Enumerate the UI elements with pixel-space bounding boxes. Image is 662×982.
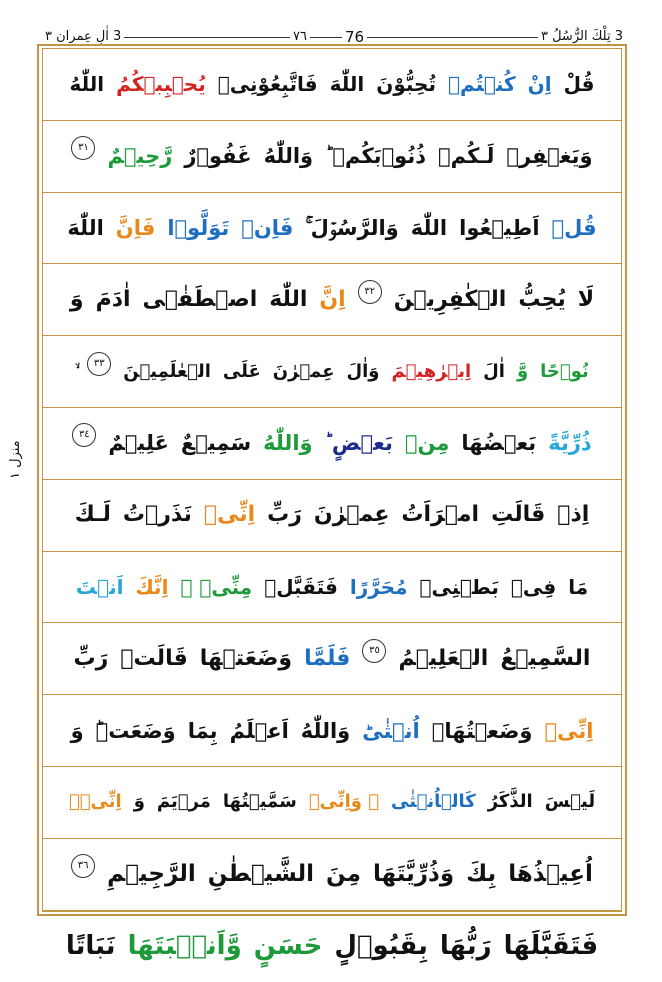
- quran-word: اللّٰهَ: [269, 286, 308, 312]
- quran-word: اَنۡتَ: [75, 574, 124, 599]
- quran-word: وَّ: [516, 360, 529, 382]
- quran-word: اللّٰهُ: [69, 72, 105, 97]
- quran-word: رَّحِيۡمٌ: [107, 144, 173, 169]
- line-text: [56, 280, 608, 320]
- quran-word: نَذَرۡتُ: [122, 502, 192, 528]
- quran-word: اللّٰهَ: [410, 215, 448, 240]
- quran-word: اِنْ: [527, 72, 552, 97]
- line-text: [62, 567, 602, 607]
- quran-word: اَطِيۡعُوا: [459, 215, 540, 240]
- quran-word: عِمۡرٰنَ: [272, 360, 335, 382]
- quran-word: اِنِّىۡ: [203, 502, 256, 528]
- quran-word: وَاللّٰهُ: [263, 144, 314, 169]
- quran-word: كُنۡتُمۡ: [447, 72, 516, 97]
- text-line: [43, 264, 621, 336]
- quran-word: نُوۡحًا: [540, 360, 589, 382]
- line-text: [58, 423, 605, 463]
- quran-word: نَبَاتًا: [65, 931, 116, 962]
- quran-word: وَاللّٰهُ: [300, 718, 351, 743]
- quran-word: فِىۡ: [510, 574, 557, 599]
- line-text: [53, 208, 610, 248]
- line-text: [57, 854, 607, 894]
- quran-word: ذُرِّيَّةً: [548, 431, 592, 456]
- ayah-number-marker: ٣٢: [358, 280, 382, 304]
- quran-word: السَّمِيۡعُ: [500, 645, 591, 671]
- text-line: [43, 336, 621, 408]
- quran-word: بِقَبُوۡلٍ: [334, 931, 428, 962]
- quran-word: عَلَى: [222, 360, 261, 382]
- ayah-number-marker: ٣٦: [71, 854, 95, 878]
- quran-word: غَفُوۡرٌ: [184, 144, 252, 169]
- line-text: [61, 495, 604, 535]
- quran-word: بِمَا: [187, 718, 218, 743]
- text-line: [43, 695, 621, 767]
- quran-word: ۚ وَاِنِّىۡ: [308, 791, 380, 813]
- quran-word: بَعۡضٍ ؕ: [324, 431, 393, 456]
- quran-word: اُنۡثٰىؕ: [362, 718, 420, 743]
- quran-word: مُحَرَّرًا: [349, 574, 408, 599]
- text-line: [43, 552, 621, 624]
- juz-label: 3 تِلْكَ الرُّسُلُ ٣: [538, 28, 626, 46]
- quran-word: فَتَقَبَّلَهَا: [503, 931, 599, 962]
- surah-label: 3 اٰلِ عِمران ٣: [42, 28, 124, 46]
- quran-word: حَسَنٍ: [253, 931, 323, 962]
- quran-word: امۡرَاَتُ: [401, 502, 480, 528]
- quran-word: اٰلَ: [483, 360, 505, 382]
- quran-word: اٰدَمَ: [95, 286, 131, 312]
- line-text: [55, 64, 608, 104]
- ayah-number-marker: ٣١: [71, 136, 95, 160]
- quran-word: وَاللّٰهُ: [263, 431, 313, 456]
- quran-word: رَبِّ: [267, 502, 302, 528]
- quran-text-block: [43, 49, 621, 962]
- quran-word: اصۡطَفٰۤى: [142, 286, 258, 312]
- quran-word: يُحۡبِبۡكُمُ: [116, 72, 206, 97]
- text-line: [43, 49, 621, 121]
- quran-word: اَعۡلَمُ: [229, 718, 289, 743]
- quran-word: وَضَعَتۡهَا: [199, 645, 293, 671]
- quran-word: مِنَ: [326, 861, 361, 888]
- quran-word: بَطۡنِىۡ: [419, 574, 499, 599]
- line-text: [55, 782, 609, 822]
- quran-word: تُحِبُّوْنَ: [376, 72, 436, 97]
- text-line: [43, 121, 621, 193]
- quran-word: فَاِنَّ: [115, 215, 156, 240]
- quran-word: الذَّكَرُ: [487, 791, 533, 813]
- quran-word: يُحِبُّ: [518, 286, 566, 312]
- quran-word: بَعۡضُهَا: [461, 431, 537, 456]
- quran-word: مِنِّىۡ ۚ: [180, 574, 253, 599]
- quran-word: اِنِّىۡۤ: [68, 791, 122, 813]
- quran-word: وَضَعۡتُهَاۤ: [431, 718, 533, 743]
- quran-word: فَاتَّبِعُوْنِىۡ: [217, 72, 318, 97]
- quran-word: رَبِّ: [73, 645, 109, 671]
- quran-word: عَلِيۡمٌ: [108, 431, 169, 456]
- quran-word: وَذُرِّيَّتَهَا: [372, 861, 455, 888]
- quran-word: وَالرَّسُوۡلَ ۚ: [305, 215, 399, 240]
- quran-word: تَوَلَّوۡا: [167, 215, 230, 240]
- text-line: [43, 480, 621, 552]
- text-line: [43, 839, 621, 911]
- text-line: [43, 623, 621, 695]
- manzil-marker: منزل ١: [8, 440, 23, 479]
- quran-word: وَضَعَتۡؕ: [95, 718, 176, 743]
- quran-word: اِنَّكَ: [135, 574, 169, 599]
- quran-word: عِمۡرٰنَ: [313, 502, 390, 528]
- text-line: [43, 767, 621, 839]
- line-text: [60, 639, 605, 679]
- ayah-number-marker: ٣٤: [72, 423, 96, 447]
- line-text: [57, 711, 608, 751]
- line-text: [57, 136, 606, 176]
- quran-word: قُلْ: [563, 72, 595, 97]
- quran-word: اللّٰهَ: [67, 215, 104, 240]
- quran-word: لَا: [577, 286, 595, 312]
- quran-word: الۡعَلِيۡمُ: [398, 645, 489, 671]
- quran-word: وَيَغۡفِرۡ: [506, 144, 593, 169]
- quran-word: وَ: [69, 286, 84, 312]
- quran-word: اللّٰهَ: [329, 72, 365, 97]
- line-text: [52, 926, 612, 966]
- text-line: [43, 408, 621, 480]
- page-number: 76: [342, 28, 367, 46]
- quran-word: بِكَ: [466, 861, 497, 888]
- quran-word: الشَّيۡطٰنِ: [207, 861, 314, 888]
- quran-word: مِنۡ: [404, 431, 450, 456]
- text-line: [43, 193, 621, 265]
- ayah-number-marker: ٣٥: [362, 639, 386, 663]
- quran-word: اِنِّىۡ: [544, 718, 594, 743]
- quran-word: اِبۡرٰهِيۡمَ: [391, 360, 472, 382]
- quran-word: مَا: [568, 574, 589, 599]
- quran-word: اِنَّ: [319, 286, 346, 312]
- quran-word: رَبُّهَا: [439, 931, 492, 962]
- quran-word: كَالۡاُنۡثٰى: [391, 791, 476, 813]
- quran-word: الۡكٰفِرِيۡنَ: [393, 286, 507, 312]
- quran-word: وَّاَنۡۢبَتَهَا: [127, 931, 242, 962]
- page-number-arabic: ٧٦: [290, 28, 310, 46]
- quran-word: قَالَتِ: [491, 502, 546, 528]
- quran-word: ذُنُوۡبَكُمۡ ؕ: [325, 144, 427, 169]
- quran-word: قُلۡ: [551, 215, 597, 240]
- ayah-number-marker: ٣٣: [87, 352, 111, 376]
- quran-word: لَـكَ: [74, 502, 111, 528]
- quran-word: مَرۡيَمَ: [156, 791, 211, 813]
- text-line: [43, 911, 621, 982]
- quran-word: فَلَمَّا: [304, 645, 351, 671]
- quran-word: لَيۡسَ: [544, 791, 596, 813]
- quran-word: لَـكُمۡ: [438, 144, 495, 169]
- line-text: [61, 352, 603, 392]
- quran-word: فَتَقَبَّلۡ: [264, 574, 338, 599]
- quran-word: الرَّجِيۡمِ: [107, 861, 196, 888]
- quran-word: اِذۡ: [557, 502, 590, 528]
- quran-word: سَمَّيۡتُهَا: [222, 791, 297, 813]
- quran-word: الۡعٰلَمِيۡنَ: [123, 360, 211, 382]
- quran-word: فَاِنۡ: [241, 215, 294, 240]
- quran-word: وَ: [70, 718, 84, 743]
- quran-word: سَمِيۡعٌ: [180, 431, 252, 456]
- quran-word: قَالَتۡ: [120, 645, 188, 671]
- quran-word: وَاٰلَ: [346, 360, 380, 382]
- quran-word: اُعِيۡذُهَا: [508, 861, 593, 888]
- quran-word: وَ: [133, 791, 145, 813]
